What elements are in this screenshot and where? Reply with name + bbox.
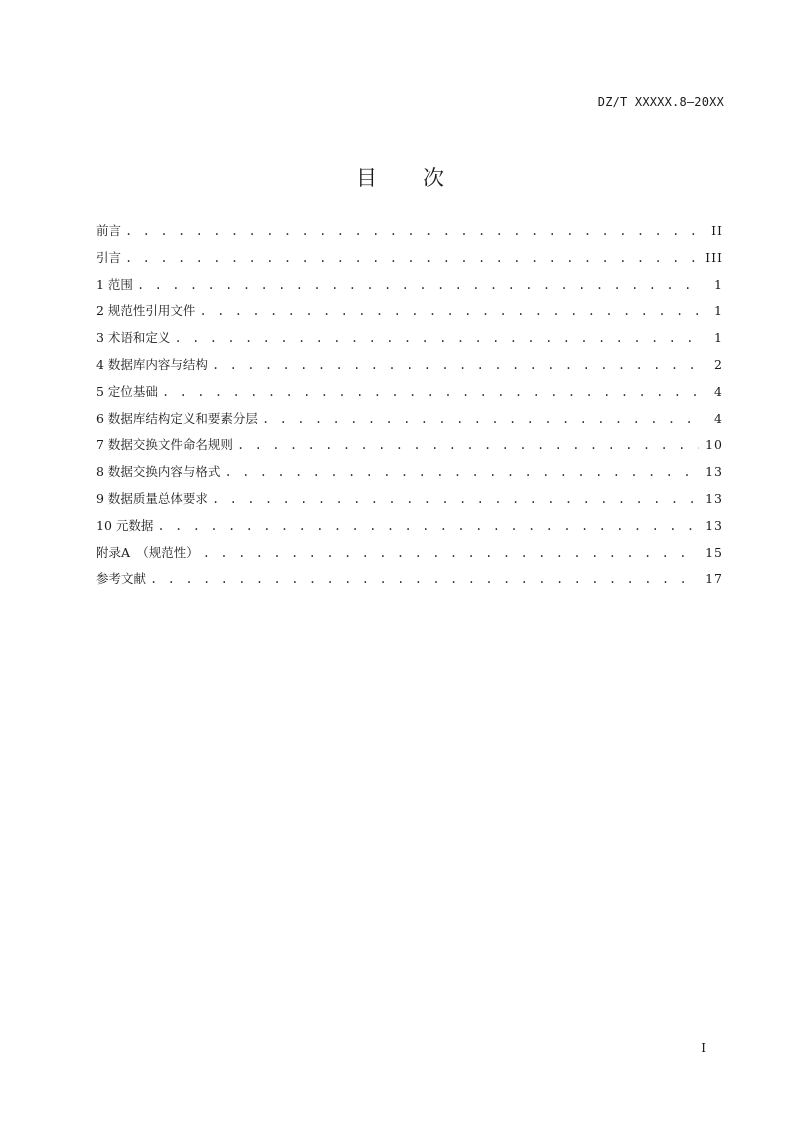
toc-entry-label: 8 数据交换内容与格式	[96, 464, 221, 480]
toc-entry-label: 4 数据库内容与结构	[96, 356, 208, 372]
toc-entry-label: 2 规范性引用文件	[96, 303, 196, 319]
toc-entry-exchange-format[interactable]	[96, 462, 723, 489]
table-of-contents	[96, 221, 723, 596]
document-code: DZ/T XXXXX.8—20XX	[597, 95, 724, 109]
page-title	[0, 162, 800, 192]
toc-entry-label: 9 数据质量总体要求	[96, 490, 208, 506]
toc-entry-terms-definitions[interactable]	[96, 328, 723, 355]
toc-dot-leader	[174, 331, 703, 345]
title-char-1: 目	[356, 166, 377, 190]
toc-entry-foreword[interactable]	[96, 221, 723, 248]
toc-entry-structure-layering[interactable]	[96, 409, 723, 436]
toc-entry-label: 引言	[96, 249, 122, 265]
toc-entry-normative-references[interactable]	[96, 301, 723, 328]
toc-entry-positioning-basis[interactable]	[96, 382, 723, 409]
toc-dot-leader	[224, 465, 699, 479]
toc-dot-leader	[137, 278, 703, 292]
toc-entry-file-naming[interactable]	[96, 435, 723, 462]
toc-entry-label: 5 定位基础	[96, 383, 158, 399]
toc-entry-page: 13	[705, 490, 723, 506]
toc-entry-label: 3 术语和定义	[96, 330, 171, 346]
toc-dot-leader	[150, 572, 699, 586]
toc-entry-quality-requirements[interactable]	[96, 489, 723, 516]
toc-entry-page: 4	[714, 410, 723, 426]
toc-entry-page: 2	[714, 356, 723, 372]
toc-entry-label: 参考文献	[96, 571, 147, 587]
toc-entry-label: 6 数据库结构定义和要素分层	[96, 410, 258, 426]
toc-dot-leader	[157, 519, 699, 533]
toc-entry-page: 4	[714, 383, 723, 399]
toc-dot-leader	[212, 358, 703, 372]
toc-dot-leader	[125, 224, 703, 238]
toc-entry-label: 附录A （规范性）	[96, 544, 199, 560]
toc-dot-leader	[162, 385, 703, 399]
toc-entry-appendix-a[interactable]	[96, 543, 723, 570]
toc-entry-label: 前言	[96, 223, 122, 238]
toc-dot-leader	[203, 546, 699, 560]
toc-entry-label: 1 范围	[96, 276, 133, 292]
toc-entry-metadata[interactable]	[96, 516, 723, 543]
toc-entry-label: 10 元数据	[96, 517, 154, 533]
toc-entry-page: 10	[705, 437, 723, 453]
toc-entry-page: 15	[705, 544, 723, 560]
toc-entry-scope[interactable]	[96, 275, 723, 302]
toc-entry-page: 1	[714, 303, 723, 319]
toc-dot-leader	[199, 304, 703, 318]
toc-entry-database-content-structure[interactable]	[96, 355, 723, 382]
toc-dot-leader	[212, 492, 699, 506]
toc-entry-label: 7 数据交换文件命名规则	[96, 437, 233, 453]
toc-dot-leader	[125, 251, 699, 265]
page-number: I	[701, 1041, 706, 1055]
toc-dot-leader	[262, 412, 703, 426]
toc-entry-page: 1	[714, 330, 723, 346]
toc-entry-page: 1	[714, 276, 723, 292]
toc-entry-page: 13	[705, 464, 723, 480]
toc-entry-page: II	[711, 223, 723, 238]
toc-entry-page: III	[705, 249, 723, 265]
toc-entry-introduction[interactable]	[96, 248, 723, 275]
toc-entry-page: 17	[705, 571, 723, 587]
toc-entry-bibliography[interactable]	[96, 569, 723, 596]
toc-dot-leader	[237, 438, 699, 452]
toc-entry-page: 13	[705, 517, 723, 533]
title-char-2: 次	[423, 166, 444, 190]
